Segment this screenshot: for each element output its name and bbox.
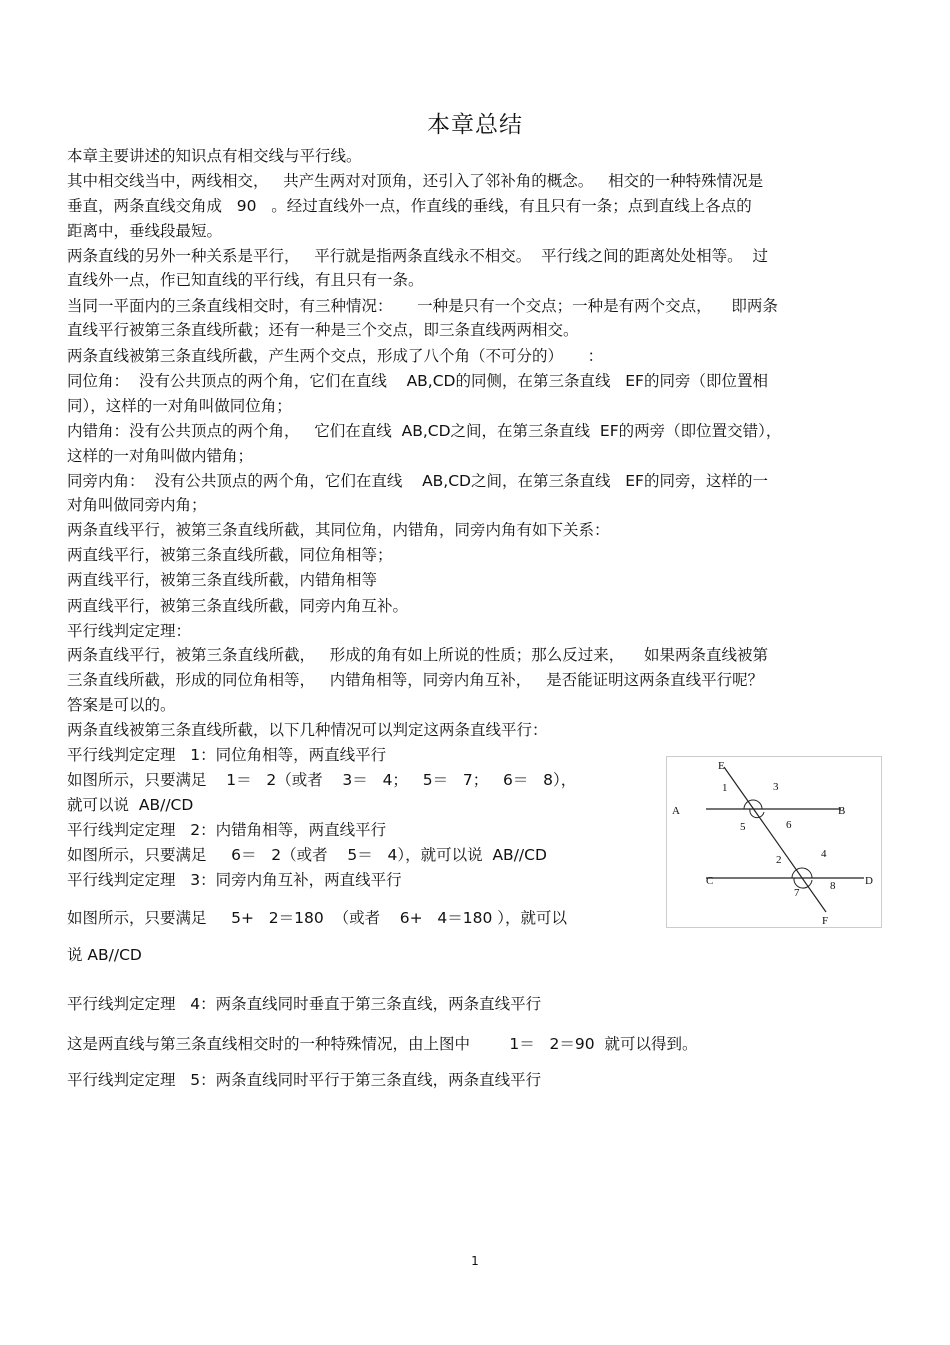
text-line: 对角叫做同旁内角； (67, 496, 207, 514)
page-title: 本章总结 (427, 112, 523, 138)
text-line: 两条直线的另外一种关系是平行， 平行就是指两条直线永不相交。 平行线之间的距离处处相等。 过 (67, 247, 768, 265)
label-d: D (865, 875, 873, 887)
text-line: 同位角： 没有公共顶点的两个角，它们在直线 AB,CD的同侧，在第三条直线 EF的同旁（即位置相 (67, 372, 768, 390)
text-line: 内错角：没有公共顶点的两个角， 它们在直线 AB,CD之间，在第三条直线 EF的两旁（即位置交错）， (67, 422, 782, 440)
text-line: 垂直，两条直线交角成 90 。经过直线外一点，作直线的垂线，有且只有一条；点到直线上各点的 (67, 197, 752, 215)
label-c: C (706, 875, 714, 887)
text-line: 两条直线被第三条直线所截，产生两个交点，形成了八个角（不可分的） ： (67, 347, 604, 365)
text-line: 平行线判定定理 4：两条直线同时垂直于第三条直线，两条直线平行 (67, 995, 542, 1013)
text-line: 平行线判定定理 2：内错角相等，两直线平行 (67, 821, 387, 839)
text-line: 本章主要讲述的知识点有相交线与平行线。 (67, 147, 362, 165)
text-line: 如图所示，只要满足 1＝ 2（或者 3＝ 4； 5＝ 7； 6＝ 8）， (67, 771, 577, 789)
text-line: 其中相交线当中，两线相交， 共产生两对对顶角，还引入了邻补角的概念。 相交的一种特殊情况是 (67, 172, 764, 190)
text-line: 直线外一点，作已知直线的平行线，有且只有一条。 (67, 271, 424, 289)
text-line: 两条直线被第三条直线所截，以下几种情况可以判定这两条直线平行： (67, 721, 548, 739)
text-line: 两直线平行，被第三条直线所截，同位角相等； (67, 546, 393, 564)
text-line: 两直线平行，被第三条直线所截，同旁内角互补。 (67, 597, 409, 615)
label-f: F (822, 915, 829, 927)
text-line: 平行线判定定理： (67, 622, 192, 640)
text-line: 距离中，垂线段最短。 (67, 222, 223, 240)
angle-label-3: 3 (773, 781, 779, 793)
angle-label-2: 2 (776, 854, 782, 866)
text-line: 同旁内角： 没有公共顶点的两个角，它们在直线 AB,CD之间，在第三条直线 EF的同旁，这样的一 (67, 472, 768, 490)
parallel-lines-figure (666, 756, 882, 928)
text-line: 两条直线平行，被第三条直线所截， 形成的角有如上所说的性质；那么反过来， 如果两条直线被第 (67, 646, 768, 664)
text-line: 同），这样的一对角叫做同位角； (67, 397, 292, 415)
angle-label-5: 5 (740, 821, 746, 833)
text-line: 两条直线平行，被第三条直线所截，其同位角，内错角，同旁内角有如下关系： (67, 521, 610, 539)
label-e: E (718, 760, 725, 772)
text-line: 答案是可以的。 (67, 696, 176, 714)
text-line: 三条直线所截，形成的同位角相等， 内错角相等，同旁内角互补， 是否能证明这两条直线平行呢？ (67, 671, 764, 689)
label-a: A (672, 805, 680, 817)
text-line: 平行线判定定理 1：同位角相等，两直线平行 (67, 746, 387, 764)
text-line: 如图所示，只要满足 5+ 2＝180 （或者 6+ 4＝180 ），就可以 (67, 909, 568, 927)
text-line: 就可以说 AB//CD (67, 796, 194, 814)
text-line: 这是两直线与第三条直线相交时的一种特殊情况，由上图中 1＝ 2＝90 就可以得到。 (67, 1035, 698, 1053)
text-line: 如图所示，只要满足 6＝ 2（或者 5＝ 4），就可以说 AB//CD (67, 846, 547, 864)
text-line: 这样的一对角叫做内错角； (67, 447, 254, 465)
angle-label-7: 7 (794, 887, 800, 899)
angle-label-1: 1 (722, 782, 728, 794)
angle-label-6: 6 (786, 819, 792, 831)
text-line: 平行线判定定理 3：同旁内角互补，两直线平行 (67, 871, 402, 889)
angle-label-8: 8 (830, 880, 836, 892)
page-number: 1 (471, 1254, 479, 1268)
angle-label-4: 4 (821, 848, 827, 860)
text-line: 平行线判定定理 5：两条直线同时平行于第三条直线，两条直线平行 (67, 1071, 542, 1089)
text-line: 当同一平面内的三条直线相交时，有三种情况： 一种是只有一个交点；一种是有两个交点， 即两条 (67, 297, 778, 315)
text-line: 说 AB//CD (67, 946, 142, 964)
text-line: 两直线平行，被第三条直线所截，内错角相等 (67, 571, 378, 589)
label-b: B (838, 805, 846, 817)
text-line: 直线平行被第三条直线所截；还有一种是三个交点，即三条直线两两相交。 (67, 321, 579, 339)
